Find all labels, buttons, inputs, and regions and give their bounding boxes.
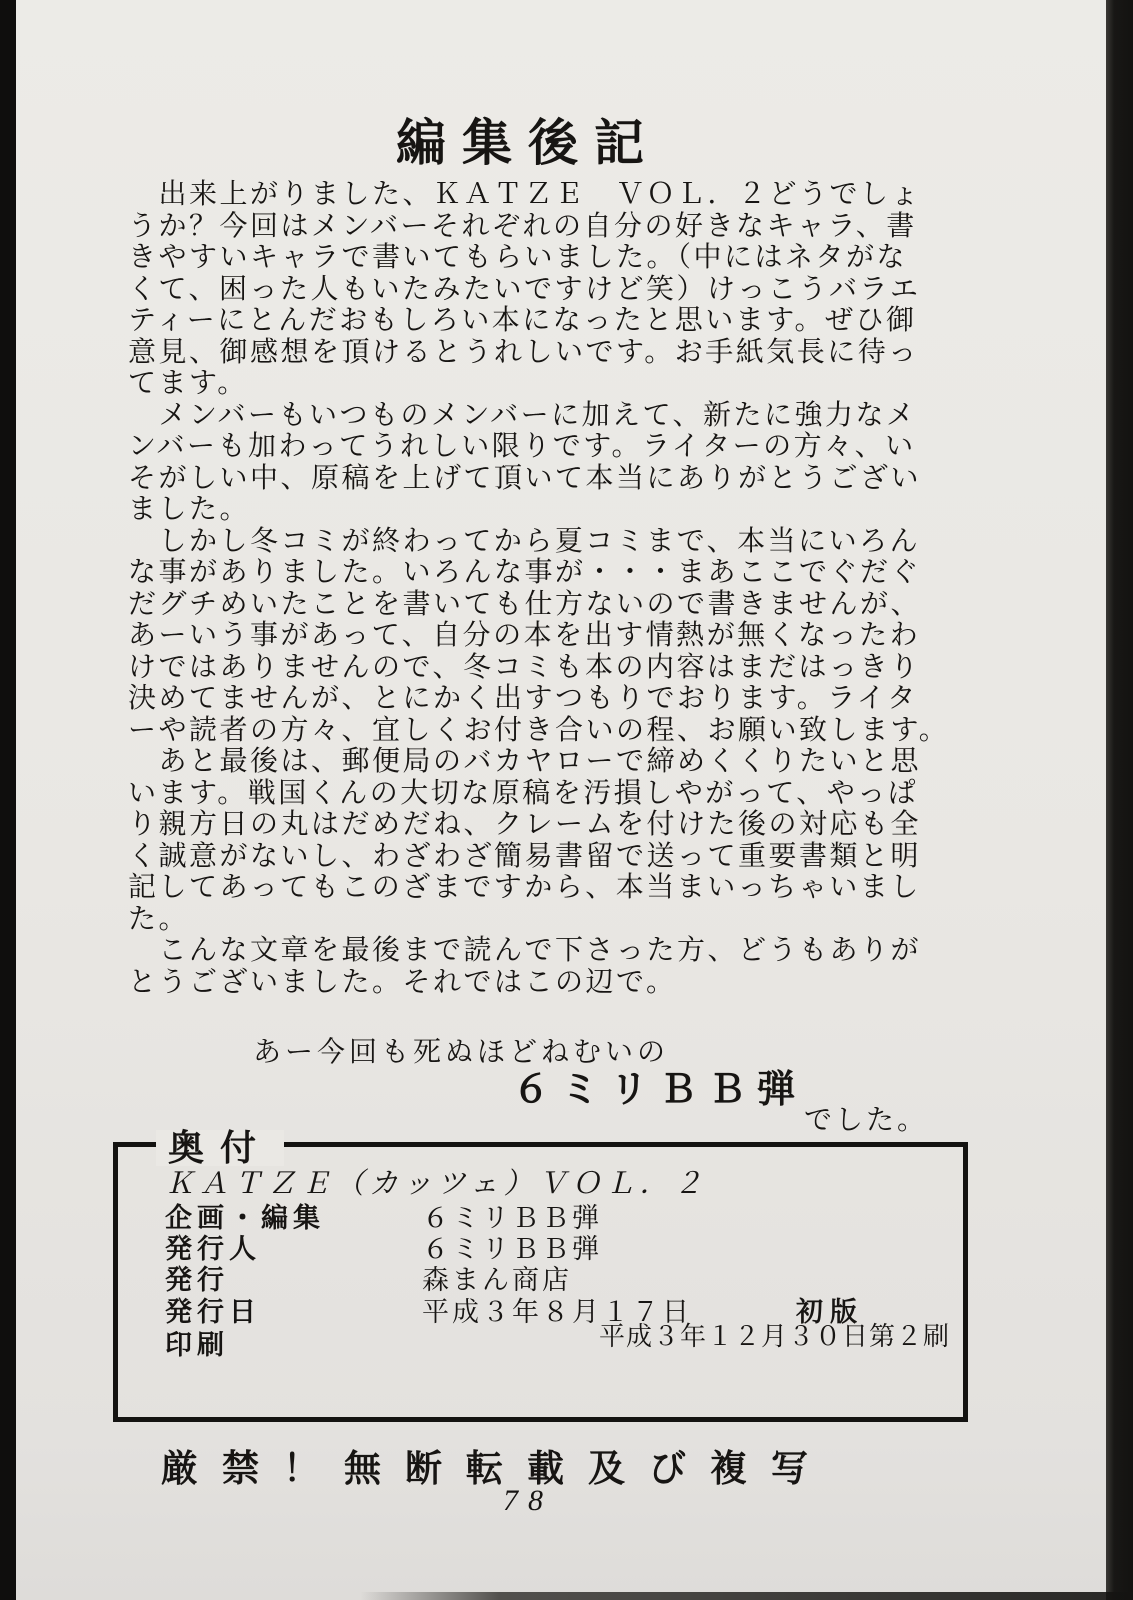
scan-edge-bottom <box>360 1592 1133 1600</box>
colophon-label: 発行日 <box>165 1297 261 1327</box>
body-line: ました。 <box>128 494 251 525</box>
body-line: ーや読者の方々、宜しくお付き合いの程、お願い致します。 <box>128 714 950 746</box>
body-line: あと最後は、郵便局のバカヤローで締めくくりたいと思 <box>128 746 922 777</box>
body-line: います。戦国くんの大切な原稿を汚損しやがって、やっぱ <box>128 777 919 809</box>
scan-edge-right <box>1106 0 1133 1600</box>
colophon-second-printing-date: 平成３年１２月３０日第２刷 <box>598 1321 950 1351</box>
body-line: 決めてませんが、とにかく出すつもりでおります。ライタ <box>128 683 918 714</box>
body-line: てます。 <box>128 368 248 399</box>
colophon-label: 発行 <box>165 1265 229 1295</box>
colophon-edition-note: 初版 <box>796 1297 864 1327</box>
body-line: り親方日の丸はだめだね、クレームを付けた後の対応も全 <box>128 809 922 840</box>
body-line: な事がありました。いろんな事が・・・まあここでぐだぐ <box>128 557 922 588</box>
signature-remark: あー今回も死ぬほどねむいの <box>253 1037 670 1068</box>
colophon-box <box>113 1127 968 1422</box>
body-line: た。 <box>128 903 190 935</box>
body-line: く誠意がないし、わざわざ簡易書留で送って重要書類と明 <box>128 840 922 872</box>
body-line: きやすいキャラで書いてもらいました。（中にはネタがな <box>128 242 908 273</box>
colophon-book-title: ＫＡＴＺＥ（カッツェ）ＶＯＬ．２ <box>165 1168 708 1200</box>
signature-closing: でした。 <box>804 1105 929 1136</box>
body-line: とうございました。それではこの辺で。 <box>128 966 677 998</box>
signature-pen-name: ６ミリＢＢ弾 <box>512 1069 807 1111</box>
body-line: 記してあってもこのざまですから、本当まいっちゃいまし <box>128 872 921 903</box>
colophon-value: ６ミリＢＢ弾 <box>422 1234 602 1264</box>
body-line: ンバーも加わってうれしい限りです。ライターの方々、い <box>128 431 916 462</box>
body-paragraph <box>128 179 948 400</box>
body-line: 意見、御感想を頂けるとうれしいです。お手紙気長に待っ <box>128 336 919 368</box>
body-line: 出来上がりました、ＫＡＴＺＥ ＶＯＬ．２どうでしょ <box>128 179 922 210</box>
colophon-value: ６ミリＢＢ弾 <box>422 1203 602 1233</box>
body-line: メンバーもいつものメンバーに加えて、新たに強力なメ <box>128 399 917 431</box>
colophon-value: 森まん商店 <box>422 1265 572 1295</box>
body-line: だグチめいたことを書いても仕方ないので書きませんが、 <box>128 588 922 620</box>
scan-edge-left <box>0 0 16 1600</box>
colophon-label: 企画・編集 <box>165 1203 325 1233</box>
body-line: あーいう事があって、自分の本を出す情熱が無くなったわ <box>128 620 921 651</box>
body-line: ティーにとんだおもしろい本になったと思います。ぜひ御 <box>128 305 917 336</box>
body-paragraph <box>128 935 948 998</box>
colophon-label: 印刷 <box>165 1330 229 1360</box>
afterword-body <box>128 179 948 998</box>
body-line: くて、困った人もいたみたいですけど笑）けっこうバラエ <box>128 273 921 305</box>
reproduction-warning: 厳禁！無断転載及び複写 <box>161 1449 832 1490</box>
body-line: こんな文章を最後まで読んで下さった方、どうもありが <box>128 935 922 966</box>
body-line: けではありませんので、冬コミも本の内容はまだはっきり <box>128 651 921 683</box>
colophon-legend: 奥付 <box>156 1130 284 1166</box>
body-line: しかし冬コミが終わってから夏コミまで、本当にいろん <box>128 525 921 557</box>
body-paragraph <box>128 526 948 747</box>
body-line: そがしい中、原稿を上げて頂いて本当にありがとうござい <box>128 462 922 494</box>
colophon-label: 発行人 <box>165 1234 261 1264</box>
colophon-value: 平成３年８月１７日 <box>422 1297 692 1327</box>
page-title: 編集後記 <box>396 115 660 171</box>
body-paragraph <box>128 400 948 526</box>
page-number: 78 <box>503 1484 553 1517</box>
body-paragraph <box>128 746 948 935</box>
body-line: うか？今回はメンバーそれぞれの自分の好きなキャラ、書 <box>128 210 917 242</box>
